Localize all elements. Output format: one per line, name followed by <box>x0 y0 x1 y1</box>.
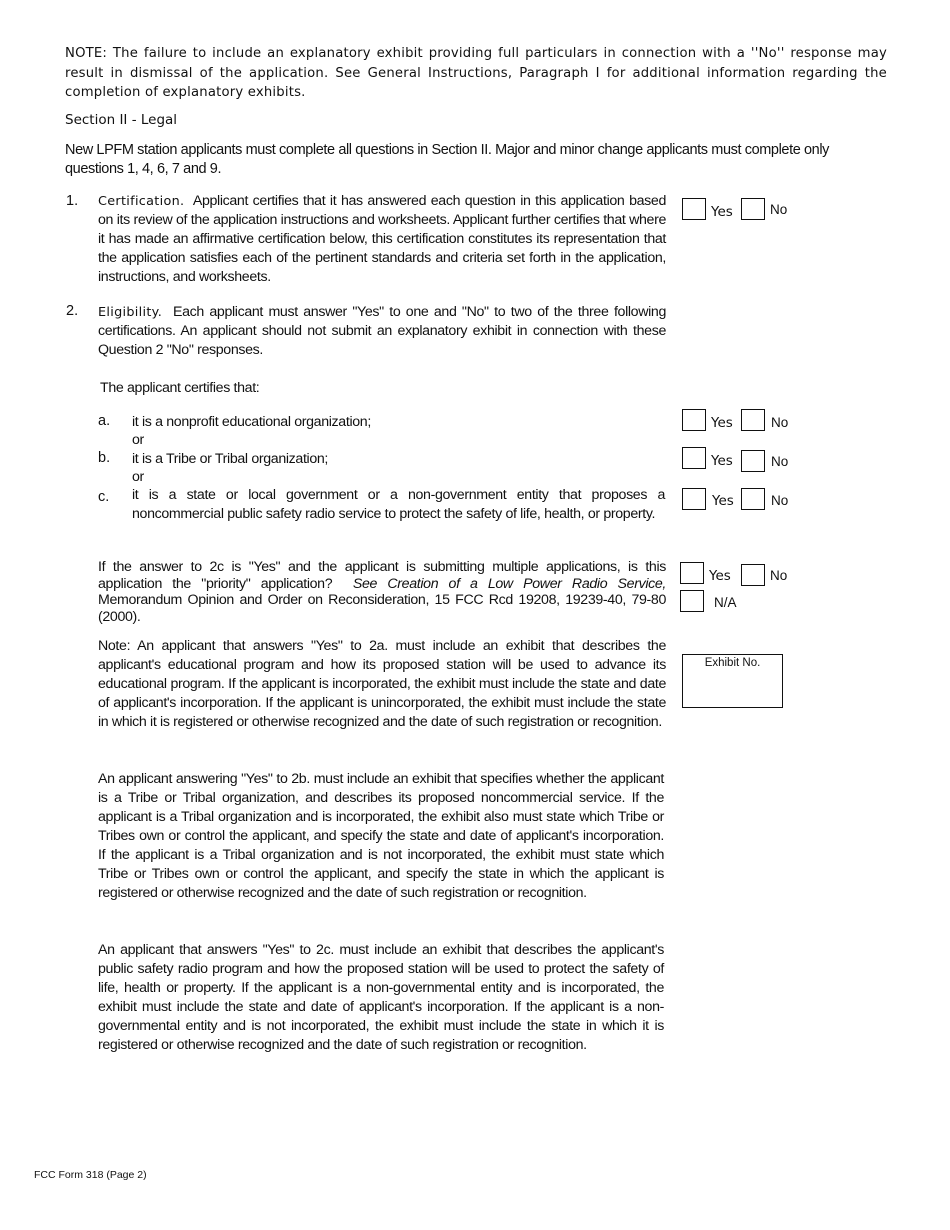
priority-na-checkbox[interactable] <box>680 590 704 612</box>
q2-number: 2. <box>66 303 79 319</box>
q1-no-checkbox[interactable] <box>741 198 765 220</box>
q2b-yes-label: Yes <box>711 453 733 469</box>
q2c-yes-checkbox[interactable] <box>682 488 706 510</box>
q1-no-label: No <box>770 202 788 217</box>
q1-body: Applicant certifies that it has answered each question in this application based on its review of the application instructions and worksheets. Applicant further certifies that where it has made an affirmative certification below, this certification constitutes its representation that the application satisfies each of the pertinent standards and criteria set forth in the application, instructions, and worksheets. <box>98 193 666 285</box>
exhibit-number-field[interactable] <box>682 654 783 708</box>
page-footer: FCC Form 318 (Page 2) <box>34 1169 147 1181</box>
q2b-no-label: No <box>771 454 789 469</box>
section-title: Section II - Legal <box>65 112 178 128</box>
q2-term: Eligibility. <box>98 305 163 320</box>
priority-reference: Memorandum Opinion and Order on Reconsideration, 15 FCC Rcd 19208, 19239-40, 79-80 (2000). <box>98 592 666 625</box>
priority-text: If the answer to 2c is "Yes" and the applicant is submitting multiple applications, is this application the "priority" application? <box>98 559 666 592</box>
q2-body: Each applicant must answer "Yes" to one and "No" to two of the three following certifications. An applicant should not submit an explanatory exhibit in connection with these Question 2 "No" responses. <box>98 304 666 358</box>
priority-citation: See Creation of a Low Power Radio Service, <box>352 575 666 592</box>
q2b-or: or <box>132 469 144 485</box>
q2c-no-label: No <box>771 493 789 508</box>
priority-na-label: N/A <box>714 595 737 610</box>
q2a-yes-label: Yes <box>711 415 733 431</box>
q2b-no-checkbox[interactable] <box>741 450 765 472</box>
priority-yes-checkbox[interactable] <box>680 562 704 584</box>
note-2c: An applicant that answers "Yes" to 2c. must include an exhibit that describes the applicant's public safety radio program and how the proposed station will be used to protect the safety of life, health or property. If the applicant is a non-governmental entity and is incorporated, the exhibit must include the state and date of applicant's incorporation. If the applicant is a non-governmental entity and is not incorporated, the exhibit must include the state in which it is registered or otherwise recognized and the date of such registration or recognition. <box>98 942 664 1053</box>
q1-yes-checkbox[interactable] <box>682 198 706 220</box>
q2a-text: it is a nonprofit educational organization; <box>132 414 371 430</box>
q2c-text: it is a state or local government or a non-government entity that proposes a noncommercial public safety radio service to protect the safety of life, health, or property. <box>132 487 665 522</box>
q1-term: Certification. <box>98 194 185 209</box>
q2b-yes-checkbox[interactable] <box>682 447 706 469</box>
q2a-no-checkbox[interactable] <box>741 409 765 431</box>
note-2a: Note: An applicant that answers "Yes" to 2a. must include an exhibit that describes the applicant's educational program and how its proposed station will be used to advance its educational program. If the applicant is incorporated, the exhibit must include the state and date of applicant's incorporation. If the applicant is unincorporated, the exhibit must include the state in which it is registered or otherwise recognized and the date of such registration or recognition. <box>98 638 666 730</box>
priority-question <box>98 559 666 625</box>
q2b-letter: b. <box>98 450 111 466</box>
q2-certifies-label: The applicant certifies that: <box>100 380 260 396</box>
q2b-text: it is a Tribe or Tribal organization; <box>132 451 329 467</box>
priority-no-checkbox[interactable] <box>741 564 765 586</box>
priority-yes-label: Yes <box>709 568 731 584</box>
q2a-no-label: No <box>771 415 789 430</box>
q1-text <box>98 192 666 287</box>
section-intro: New LPFM station applicants must complete all questions in Section II. Major and minor change applicants must complete only questions 1, 4, 6, 7 and 9. <box>65 142 830 177</box>
q2a-or: or <box>132 432 144 448</box>
q2a-yes-checkbox[interactable] <box>682 409 706 431</box>
exhibit-number-label: Exhibit No. <box>704 657 761 669</box>
q2c-letter: c. <box>98 489 110 505</box>
q1-number: 1. <box>66 193 79 209</box>
q1-yes-label: Yes <box>711 204 733 220</box>
priority-no-label: No <box>770 568 788 583</box>
q2c-no-checkbox[interactable] <box>741 488 765 510</box>
q2c-yes-label: Yes <box>712 493 734 509</box>
q2a-letter: a. <box>98 413 111 429</box>
q2-text <box>98 303 666 360</box>
note-2b: An applicant answering "Yes" to 2b. must include an exhibit that specifies whether the applicant is a Tribe or Tribal organization, and describes its proposed noncommercial service. If the applicant is a Tribal organization and is incorporated, the exhibit also must state which Tribe or Tribes own or control the applicant, and specify the state and date of applicant's incorporation. If the applicant is a Tribal organization and is not incorporated, the exhibit must state which Tribe or Tribes own or control the applicant, and specify the state in which the applicant is registered or otherwise recognized and the date of such registration or recognition. <box>98 771 664 901</box>
explanatory-exhibit-note: NOTE: The failure to include an explanatory exhibit providing full particulars in connection with a ''No'' response may result in dismissal of the application. See General Instructions, Paragraph I for additional information regarding the completion of explanatory exhibits. <box>65 46 887 100</box>
